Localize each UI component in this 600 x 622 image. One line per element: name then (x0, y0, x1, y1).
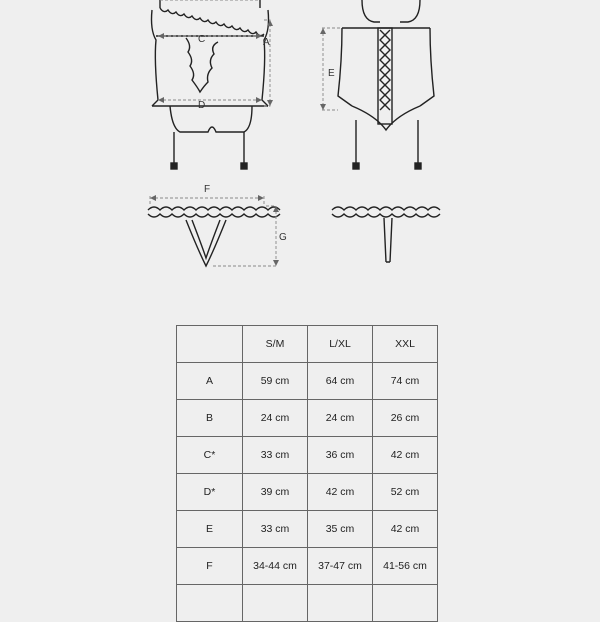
table-row (177, 363, 438, 400)
row-label: E (177, 511, 243, 548)
table-cell: 52 cm (373, 474, 438, 511)
dimension-label-d: D (198, 100, 206, 111)
thong-front-arrowheads (150, 195, 279, 266)
table-cell: 41-56 cm (373, 548, 438, 585)
dimension-label-a: A (263, 37, 270, 48)
table-cell: 34-44 cm (243, 548, 308, 585)
table-cell: 42 cm (373, 437, 438, 474)
table-row (177, 548, 438, 585)
table-header-cell: S/M (243, 326, 308, 363)
table-cell: 26 cm (373, 400, 438, 437)
table-cell: 24 cm (308, 400, 373, 437)
table-cell: 59 cm (243, 363, 308, 400)
table-cell (373, 585, 438, 622)
garment-diagrams (0, 0, 600, 300)
table-header-cell: L/XL (308, 326, 373, 363)
row-label (177, 585, 243, 622)
table-cell: 37-47 cm (308, 548, 373, 585)
corset-front-drawing (152, 0, 269, 169)
table-row-partial (177, 585, 438, 622)
table-cell: 74 cm (373, 363, 438, 400)
size-table (176, 325, 438, 622)
table-cell: 24 cm (243, 400, 308, 437)
dimension-label-g: G (279, 232, 287, 243)
table-cell: 39 cm (243, 474, 308, 511)
dimension-label-e: E (328, 68, 335, 79)
table-row (177, 437, 438, 474)
row-label: D* (177, 474, 243, 511)
table-row (177, 511, 438, 548)
corset-back-drawing (338, 0, 434, 169)
table-cell: 35 cm (308, 511, 373, 548)
row-label: F (177, 548, 243, 585)
table-cell: 64 cm (308, 363, 373, 400)
table-cell: 33 cm (243, 511, 308, 548)
row-label: A (177, 363, 243, 400)
table-cell (308, 585, 373, 622)
table-cell (243, 585, 308, 622)
table-header-cell (177, 326, 243, 363)
thong-back-drawing (332, 207, 440, 262)
dimension-label-c: C (198, 34, 206, 45)
table-cell: 42 cm (308, 474, 373, 511)
table-cell: 42 cm (373, 511, 438, 548)
row-label: B (177, 400, 243, 437)
table-row (177, 400, 438, 437)
row-label: C* (177, 437, 243, 474)
table-cell: 33 cm (243, 437, 308, 474)
thong-front-drawing (148, 207, 280, 266)
table-header-row (177, 326, 438, 363)
table-header-cell: XXL (373, 326, 438, 363)
table-cell: 36 cm (308, 437, 373, 474)
dimension-label-f: F (204, 184, 211, 195)
table-row (177, 474, 438, 511)
